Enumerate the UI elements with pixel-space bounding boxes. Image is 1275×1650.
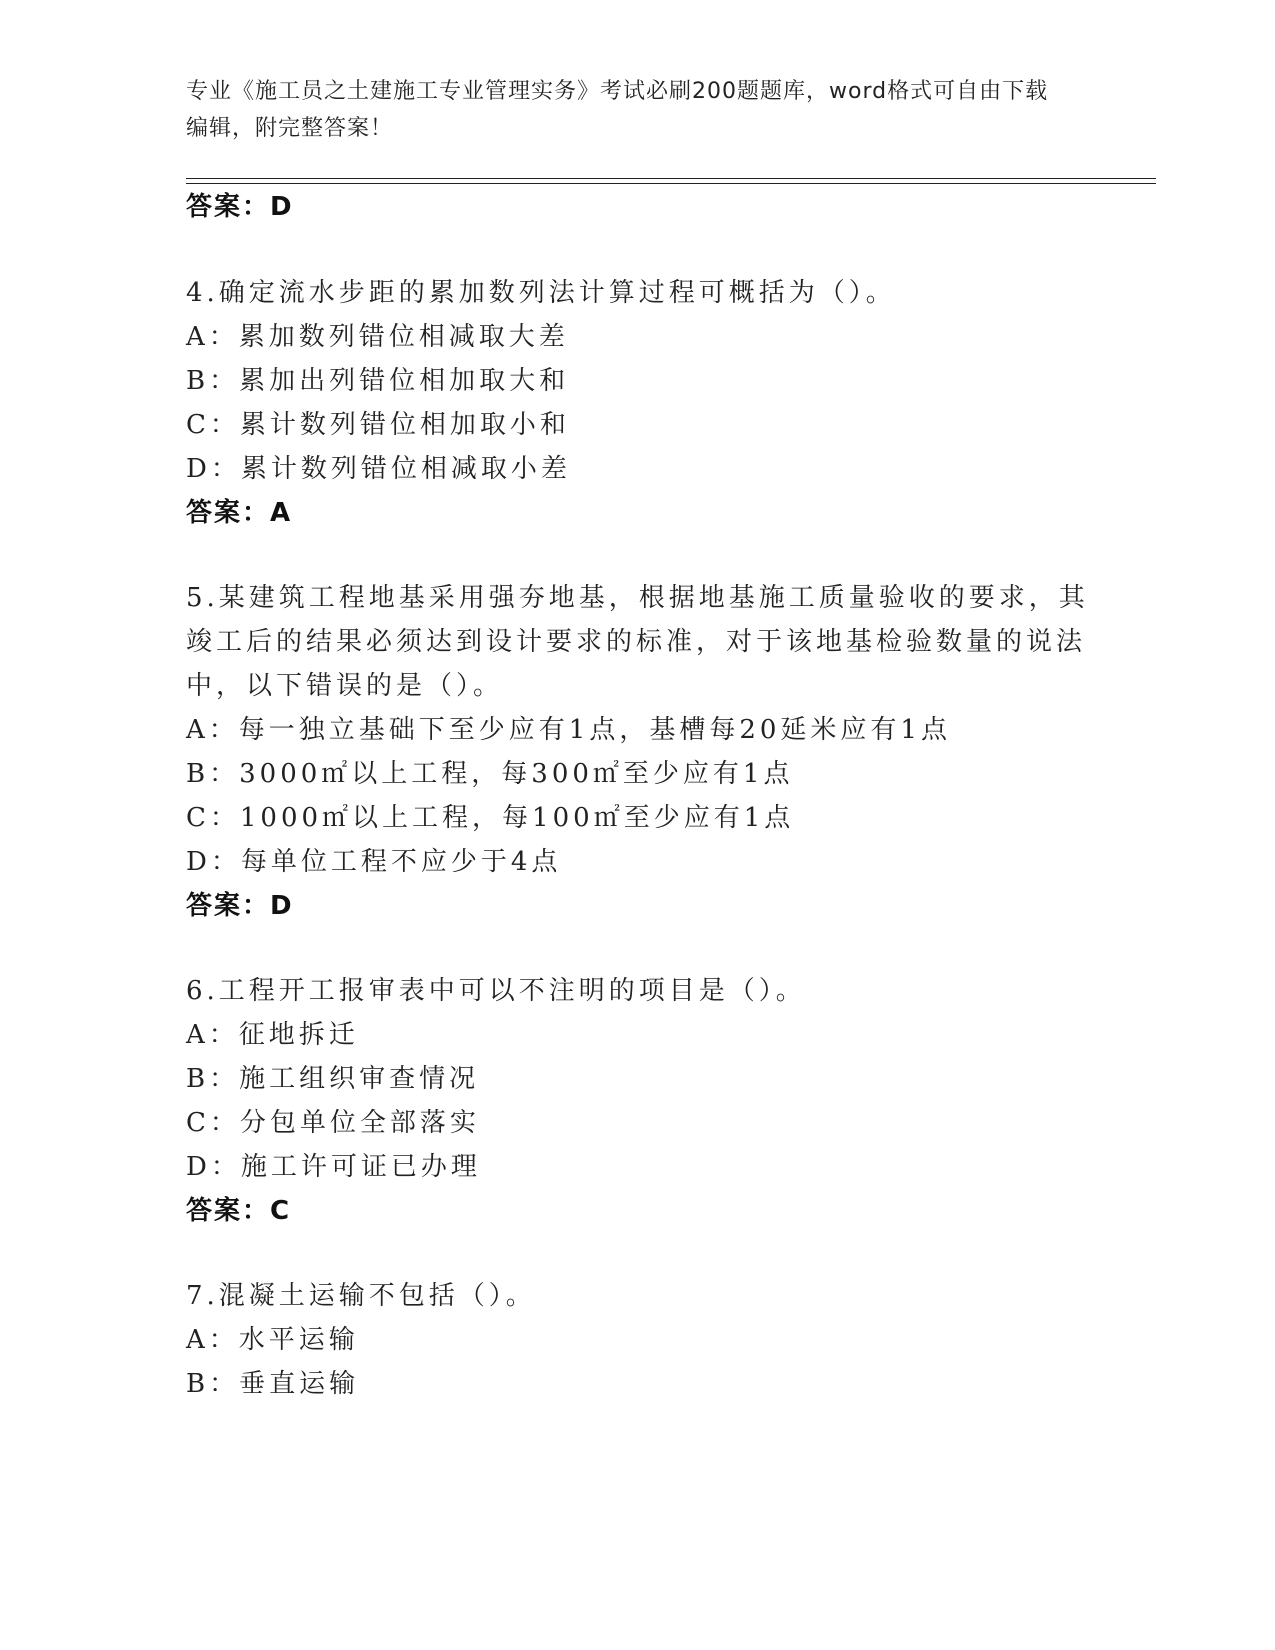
question-5-option-a: A：每一独立基础下至少应有1点，基槽每20延米应有1点 (186, 715, 951, 745)
document-header: 专业《施工员之土建施工专业管理实务》考试必刷200题题库，word格式可自由下载编辑，附完整答案！ (186, 79, 1049, 141)
answer-q5: 答案：D (186, 891, 294, 921)
question-4-option-a: A：累加数列错位相减取大差 (186, 322, 569, 352)
question-5-option-d: D：每单位工程不应少于4点 (186, 847, 562, 877)
answer-q4: 答案：A (186, 498, 293, 528)
question-6-option-a: A：征地拆迁 (186, 1020, 359, 1050)
question-7-stem: 7.混凝土运输不包括（）。 (186, 1281, 536, 1311)
answer-q3: 答案：D (186, 192, 294, 222)
question-4-option-d: D：累计数列错位相减取小差 (186, 454, 571, 484)
question-4-option-c: C：累计数列错位相加取小和 (186, 410, 570, 440)
question-5-option-b: B：3000㎡以上工程，每300㎡至少应有1点 (186, 759, 794, 789)
question-6-option-d: D：施工许可证已办理 (186, 1152, 481, 1182)
question-5-stem-line-3: 中，以下错误的是（）。 (186, 671, 504, 701)
question-4-option-b: B：累加出列错位相加取大和 (186, 366, 570, 396)
question-5-stem-line-2: 竣工后的结果必须达到设计要求的标准，对于该地基检验数量的说法 (186, 627, 1087, 657)
question-5-option-c: C：1000㎡以上工程，每100㎡至少应有1点 (186, 803, 795, 833)
answer-q6: 答案：C (186, 1196, 292, 1226)
question-7-option-a: A：水平运输 (186, 1325, 359, 1355)
header-rule-top (186, 178, 1156, 179)
question-6-option-c: C：分包单位全部落实 (186, 1108, 480, 1138)
question-6-stem: 6.工程开工报审表中可以不注明的项目是（）。 (186, 976, 806, 1006)
question-4-stem: 4.确定流水步距的累加数列法计算过程可概括为（）。 (186, 278, 896, 308)
question-7-option-b: B：垂直运输 (186, 1369, 360, 1399)
question-5-stem-line-1: 5.某建筑工程地基采用强夯地基，根据地基施工质量验收的要求，其 (186, 583, 1089, 613)
header-rule-bottom (186, 183, 1156, 184)
question-6-option-b: B：施工组织审查情况 (186, 1064, 480, 1094)
